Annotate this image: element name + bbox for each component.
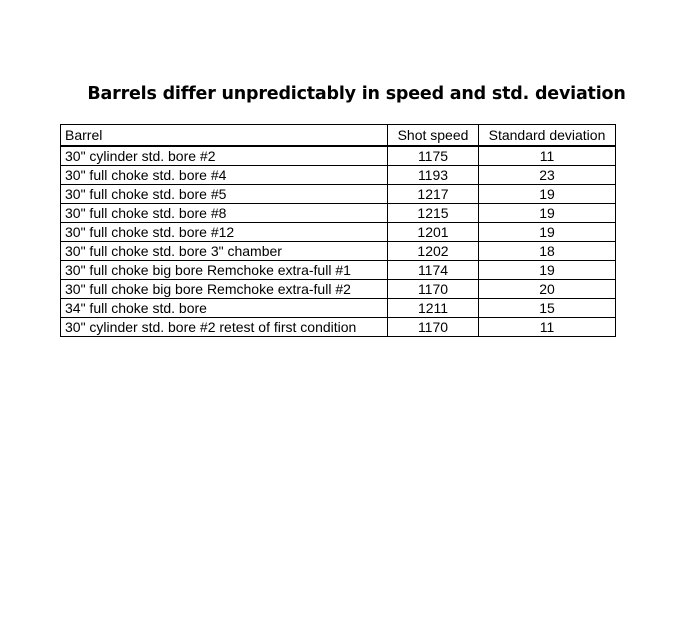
column-header-shot-speed: Shot speed (388, 125, 479, 147)
barrel-cell: 34" full choke std. bore (61, 299, 388, 318)
shot-speed-cell: 1175 (388, 146, 479, 166)
shot-speed-cell: 1211 (388, 299, 479, 318)
table-row (61, 299, 616, 318)
barrel-cell: 30" full choke std. bore #4 (61, 166, 388, 185)
standard-deviation-cell: 15 (479, 299, 616, 318)
table-row (61, 242, 616, 261)
table-row (61, 146, 616, 166)
table-header-row (61, 125, 616, 147)
page-title: Barrels differ unpredictably in speed and std. deviation (87, 84, 626, 104)
shot-speed-cell: 1193 (388, 166, 479, 185)
standard-deviation-cell: 23 (479, 166, 616, 185)
standard-deviation-cell: 11 (479, 146, 616, 166)
column-header-standard-deviation: Standard deviation (479, 125, 616, 147)
standard-deviation-cell: 19 (479, 223, 616, 242)
standard-deviation-cell: 19 (479, 185, 616, 204)
standard-deviation-cell: 19 (479, 204, 616, 223)
table-row (61, 185, 616, 204)
table-row (61, 280, 616, 299)
barrel-cell: 30" cylinder std. bore #2 (61, 146, 388, 166)
table-row (61, 261, 616, 280)
barrel-cell: 30" full choke std. bore 3" chamber (61, 242, 388, 261)
table-row (61, 223, 616, 242)
standard-deviation-cell: 18 (479, 242, 616, 261)
barrel-cell: 30" full choke big bore Remchoke extra-full #1 (61, 261, 388, 280)
barrel-cell: 30" cylinder std. bore #2 retest of first condition (61, 318, 388, 337)
barrel-table (60, 124, 616, 337)
shot-speed-cell: 1170 (388, 318, 479, 337)
shot-speed-cell: 1202 (388, 242, 479, 261)
shot-speed-cell: 1170 (388, 280, 479, 299)
standard-deviation-cell: 19 (479, 261, 616, 280)
barrel-cell: 30" full choke std. bore #12 (61, 223, 388, 242)
standard-deviation-cell: 20 (479, 280, 616, 299)
table-row (61, 166, 616, 185)
column-header-barrel: Barrel (61, 125, 388, 147)
barrel-cell: 30" full choke big bore Remchoke extra-full #2 (61, 280, 388, 299)
shot-speed-cell: 1215 (388, 204, 479, 223)
table-row (61, 204, 616, 223)
barrel-cell: 30" full choke std. bore #5 (61, 185, 388, 204)
shot-speed-cell: 1217 (388, 185, 479, 204)
shot-speed-cell: 1174 (388, 261, 479, 280)
standard-deviation-cell: 11 (479, 318, 616, 337)
barrel-cell: 30" full choke std. bore #8 (61, 204, 388, 223)
table-row (61, 318, 616, 337)
shot-speed-cell: 1201 (388, 223, 479, 242)
